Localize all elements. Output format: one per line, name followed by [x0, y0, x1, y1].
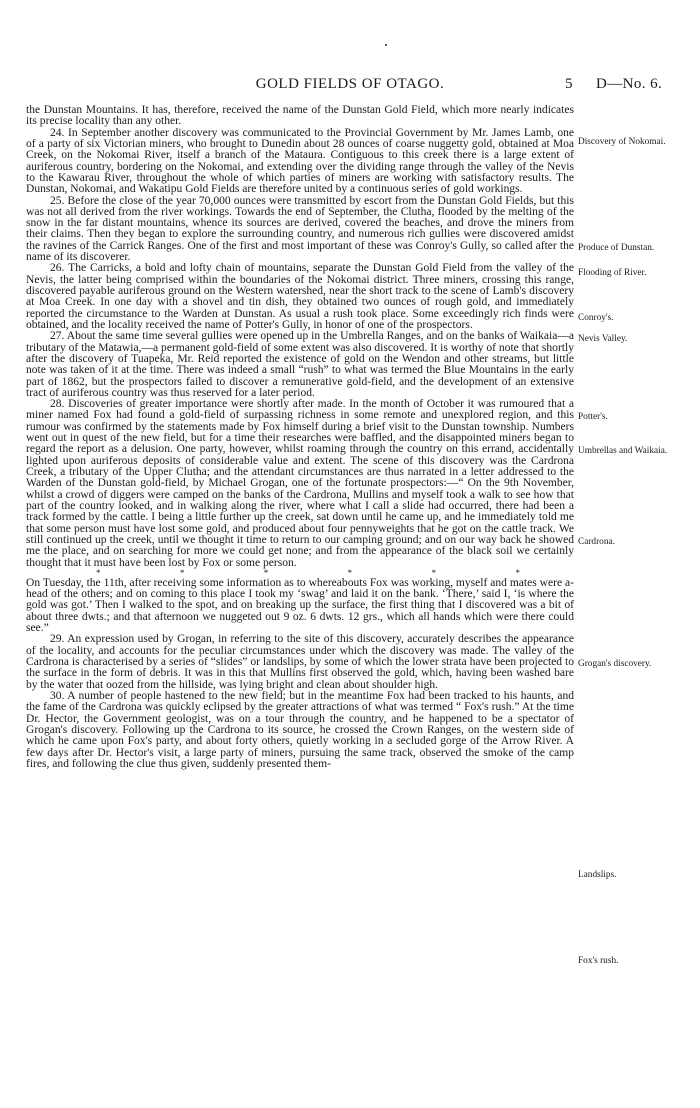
- ellipsis-star: *: [347, 567, 353, 578]
- paragraph-28-continued: On Tuesday, the 11th, after receiving some information as to whereabouts Fox was working, myself and mates were a-head of the others; and on coming to this place I took my ‘swag’ and laid it on the bank. ‘There,’ said I, ‘is where the gold was got.’ Then I walked to the spot, and on breaking up the surface, the first thing that I discovered was a bit of about three dwts.; and that afternoon we nuggeted out 9 oz. 6 dwts. 12 grs., which all hands which were there could see.”: [26, 576, 574, 635]
- side-note-cardrona: Cardrona.: [578, 537, 615, 547]
- paragraph-30: 30. A number of people hastened to the new field; but in the meantime Fox had been tracked to his haunts, and the fame of the Cardrona was quickly eclipsed by the greater attractions of what was termed “ Fox's rush.” At the time Dr. Hector, the Government geologist, was on a tour through the country, and he happened to be a spectator of Grogan's discovery. Following up the Cardrona to its source, he crossed the Crown Ranges, on the western side of which he came upon Fox's party, and about forty others, quietly working in a secluded gorge of the Arrow River. A few days after Dr. Hector's visit, a large party of miners, pursuing the same track, observed the smoke of the camp fires, and following the clue thus given, suddenly presented them-: [26, 689, 574, 770]
- paragraph-continuation: the Dunstan Mountains. It has, therefore, received the name of the Dunstan Gold Field, which more nearly indicates its precise locality than any other.: [26, 104, 574, 128]
- ellipsis-star: *: [515, 567, 520, 578]
- ellipsis-star: *: [263, 567, 269, 578]
- page-mark: [385, 44, 387, 46]
- paragraph-29: 29. An expression used by Grogan, in referring to the site of this discovery, accurately describes the appearance of the locality, and accounts for the peculiar circumstances under which the discovery was made. The valley of the Cardrona is characterised by a series of “slides” or landslips, by some of which the lower strata have been projected to the surface in the form of debris. It was in this that Mullins first observed the gold, which, having been washed bare by the water that oozed from the hillside, was lying bright and clean about shoulder high.: [26, 633, 574, 691]
- page-number: 5: [565, 76, 573, 92]
- side-note-dunstan: Produce of Dunstan.: [578, 243, 655, 253]
- side-note-conroys: Conroy's.: [578, 313, 614, 323]
- side-note-potters: Potter's.: [578, 412, 608, 422]
- paragraph-24: 24. In September another discovery was communicated to the Provincial Government by Mr. James Lamb, one of a party of six Victorian miners, who brought to Dunedin about 28 ounces of coarse nuggetty gold, obtained at Moa Creek, on the Nokomai River, itself a branch of the Mataura. Contiguous to this creek there is a large extent of auriferous country, bordering on the Nokomai, and extending over the dividing range through the valley of the Nevis to the Kawarau River, throughout the whole of which parties of miners are working with satisfactory results. The Dunstan, Nokomai, and Wakatipu Gold Fields are therefore united by a continuous series of gold workings.: [26, 126, 574, 196]
- paragraph-28: 28. Discoveries of greater importance were shortly after made. In the month of October it was rumoured that a miner named Fox had found a gold-field of surpassing richness in some remote and unexplored region, and this rumour was confirmed by the statements made by Fox himself during a brief visit to the Dunstan township. Numbers went out in quest of the new field, but for a time their researches were baffled, and the disappointed miners began to regard the report as a delusion. One party, however, whilst roaming through the country on this errand, accidentally lighted upon auriferous deposits of considerable value and extent. The scene of this discovery was the Cardrona Creek, a tributary of the Upper Clutha; and the attendant circumstances are thus narrated in a letter addressed to the Warden of the Dunstan gold-field, by Michael Grogan, one of the fortunate prospectors:—“ On the 9th November, whilst a crowd of diggers were camped on the banks of the Cardrona, Mullins and myself took a walk to see how that part of the country looked, and in walking along the river, where what I call a slide had occurred, there had been a track formed by the cattle. I being a little further up the creek, sat down until he came up, and he immediately told me that some person must have lost some gold, and produced about four pennyweights that he got on the cattle track. We still continued up the creek, until we thought it time to return to our camping ground; and on our way back he showed me the place, and on searching for more we could get none; and from the appearance of the black soil we certainly thought that it must have been lost by Fox or some person.: [26, 398, 574, 569]
- ellipsis-star: *: [96, 567, 101, 578]
- paragraph-26: 26. The Carricks, a bold and lofty chain of mountains, separate the Dunstan Gold Field from the valley of the Nevis, the latter being comprised within the boundaries of the Nokomai district. Three miners, crossing this range, discovered payable auriferous ground on the Western watershed, near the short track to the scene of Lamb's discovery at Moa Creek. In one day with a shovel and tin dish, they obtained two ounces of rough gold, and immediately reported the circumstance to the Warden at Dunstan. As usual a rush took place. Some exceedingly rich finds were obtained, and the locality received the name of Potter's Gully, in honor of one of the prospectors.: [26, 262, 574, 331]
- side-note-flooding: Flooding of River.: [578, 268, 647, 278]
- paragraph-25: 25. Before the close of the year 70,000 ounces were transmitted by escort from the Dunstan Gold Fields, but this was not all derived from the river workings. Towards the end of September, the Clutha, flooded by the melting of the snow in the far distant mountains, whence its sources are derived, covered the beaches, and drove the miners from their claims. Then they began to explore the surrounding country, and numerous rich gullies were discovered amidst the ravines of the Carrick Ranges. One of the first and most important of these was Conroy's Gully, so called after the name of its discoverer.: [26, 194, 574, 264]
- page-header: [0, 76, 700, 96]
- ellipsis-star: *: [431, 567, 437, 578]
- side-note-umbrellas: Umbrellas and Waikaia.: [578, 446, 668, 456]
- side-note-nokomai: Discovery of Nokomai.: [578, 137, 666, 147]
- ellipsis-star: *: [179, 567, 185, 578]
- body-text: [26, 105, 574, 770]
- paragraph-27: 27. About the same time several gullies were opened up in the Umbrella Ranges, and on the banks of Waikaia—a tributary of the Matawia,—a permanent gold-field of some extent was also discovered. It is worthy of note that shortly after the discovery of Tuapeka, Mr. Reid reported the existence of gold on the Wendon and other streams, but little note was taken of it at the time. There was indeed a small “rush” to what was termed the Blue Mountains in the early part of 1862, but the prospectors failed to discover a remunerative gold-field, and the development of an extensive tract of auriferous country was thus reserved for a later period.: [26, 330, 574, 399]
- side-note-fox-rush: Fox's rush.: [578, 956, 619, 966]
- side-note-landslips: Landslips.: [578, 870, 617, 880]
- side-note-nevis: Nevis Valley.: [578, 334, 628, 344]
- running-title: GOLD FIELDS OF OTAGO.: [255, 76, 445, 92]
- side-note-grogan: Grogan's discovery.: [578, 659, 652, 669]
- document-reference: D—No. 6.: [596, 76, 663, 92]
